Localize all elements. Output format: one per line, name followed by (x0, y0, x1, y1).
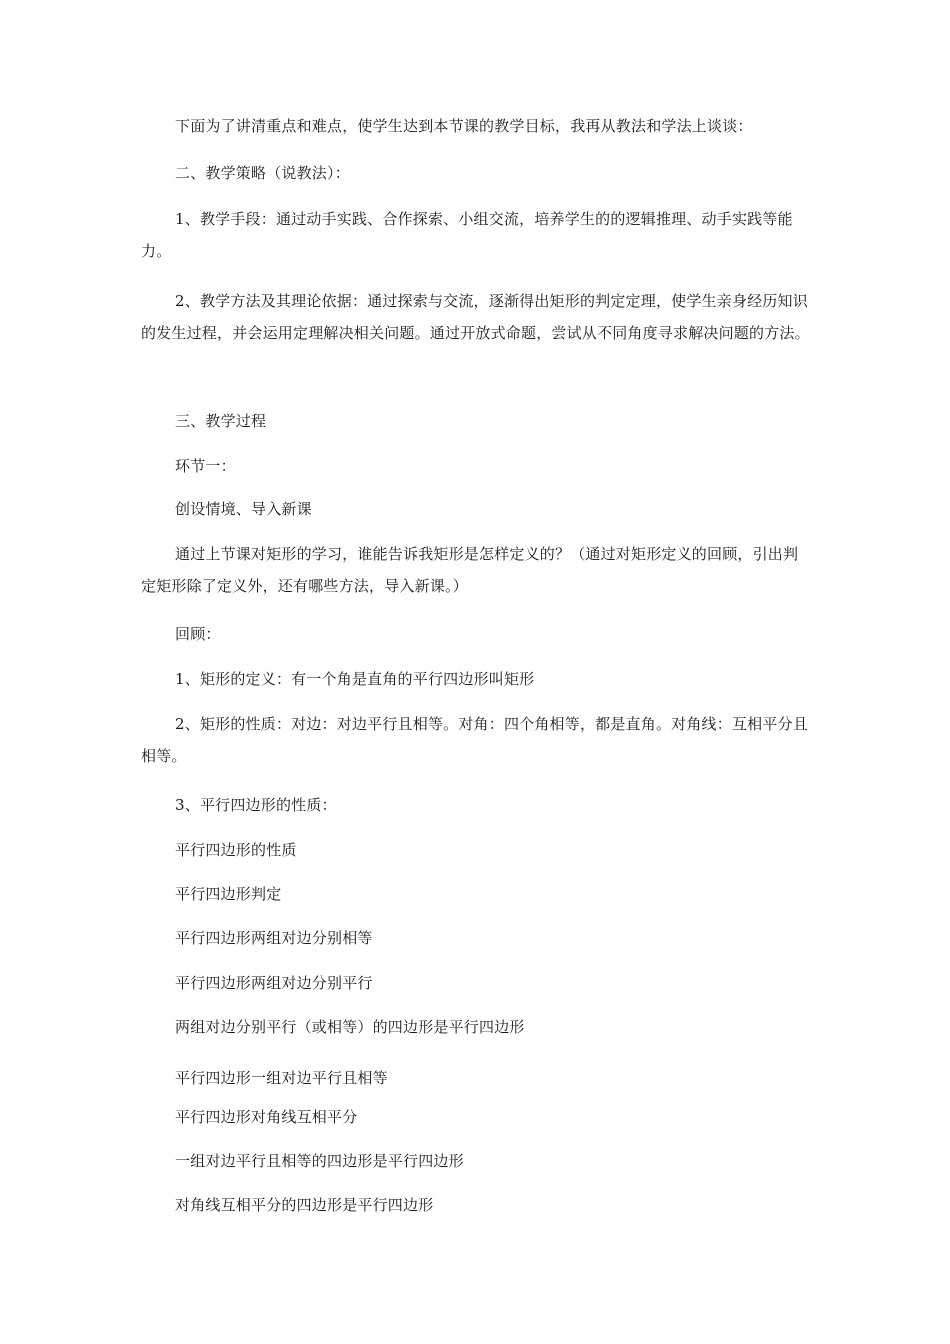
heading-teaching-process: 三、教学过程 (175, 412, 267, 430)
table-line: 平行四边形两组对边分别平行 (175, 974, 373, 992)
paragraph-teaching-means: 1、教学手段：通过动手实践、合作探索、小组交流，培养学生的的逻辑推理、动手实践等能力。 (141, 210, 793, 260)
table-line: 对角线互相平分的四边形是平行四边形 (175, 1196, 434, 1214)
paragraph-review-question: 通过上节课对矩形的学习，谁能告诉我矩形是怎样定义的？（通过对矩形定义的回顾，引出判定矩形除了定义外，还有哪些方法，导入新课。） (141, 545, 799, 595)
table-line: 一组对边平行且相等的四边形是平行四边形 (175, 1152, 464, 1170)
heading-teaching-strategy: 二、教学策略（说教法）： (175, 164, 350, 182)
table-line: 两组对边分别平行（或相等）的四边形是平行四边形 (175, 1018, 525, 1036)
table-line: 平行四边形一组对边平行且相等 (175, 1069, 388, 1087)
heading-stage-one: 环节一： (175, 457, 236, 475)
table-line: 平行四边形的性质 (175, 841, 297, 859)
paragraph-parallelogram-properties: 3、平行四边形的性质： (175, 796, 337, 814)
paragraph-rectangle-properties: 2、矩形的性质：对边：对边平行且相等。对角：四个角相等，都是直角。对角线：互相平分且相等。 (141, 715, 808, 765)
paragraph-rectangle-definition: 1、矩形的定义：有一个角是直角的平行四边形叫矩形 (175, 670, 535, 688)
paragraph-teaching-method: 2、教学方法及其理论依据：通过探索与交流，逐渐得出矩形的判定定理，使学生亲身经历知识的发生过程，并会运用定理解决相关问题。通过开放式命题，尝试从不同角度寻求解决问题的方法。 (141, 292, 810, 342)
table-line: 平行四边形判定 (175, 885, 282, 903)
paragraph-intro: 下面为了讲清重点和难点，使学生达到本节课的教学目标，我再从教法和学法上谈谈： (175, 117, 753, 135)
heading-review: 回顾： (175, 625, 221, 643)
heading-create-situation: 创设情境、导入新课 (175, 500, 312, 518)
table-line: 平行四边形两组对边分别相等 (175, 929, 373, 947)
table-line: 平行四边形对角线互相平分 (175, 1108, 358, 1126)
